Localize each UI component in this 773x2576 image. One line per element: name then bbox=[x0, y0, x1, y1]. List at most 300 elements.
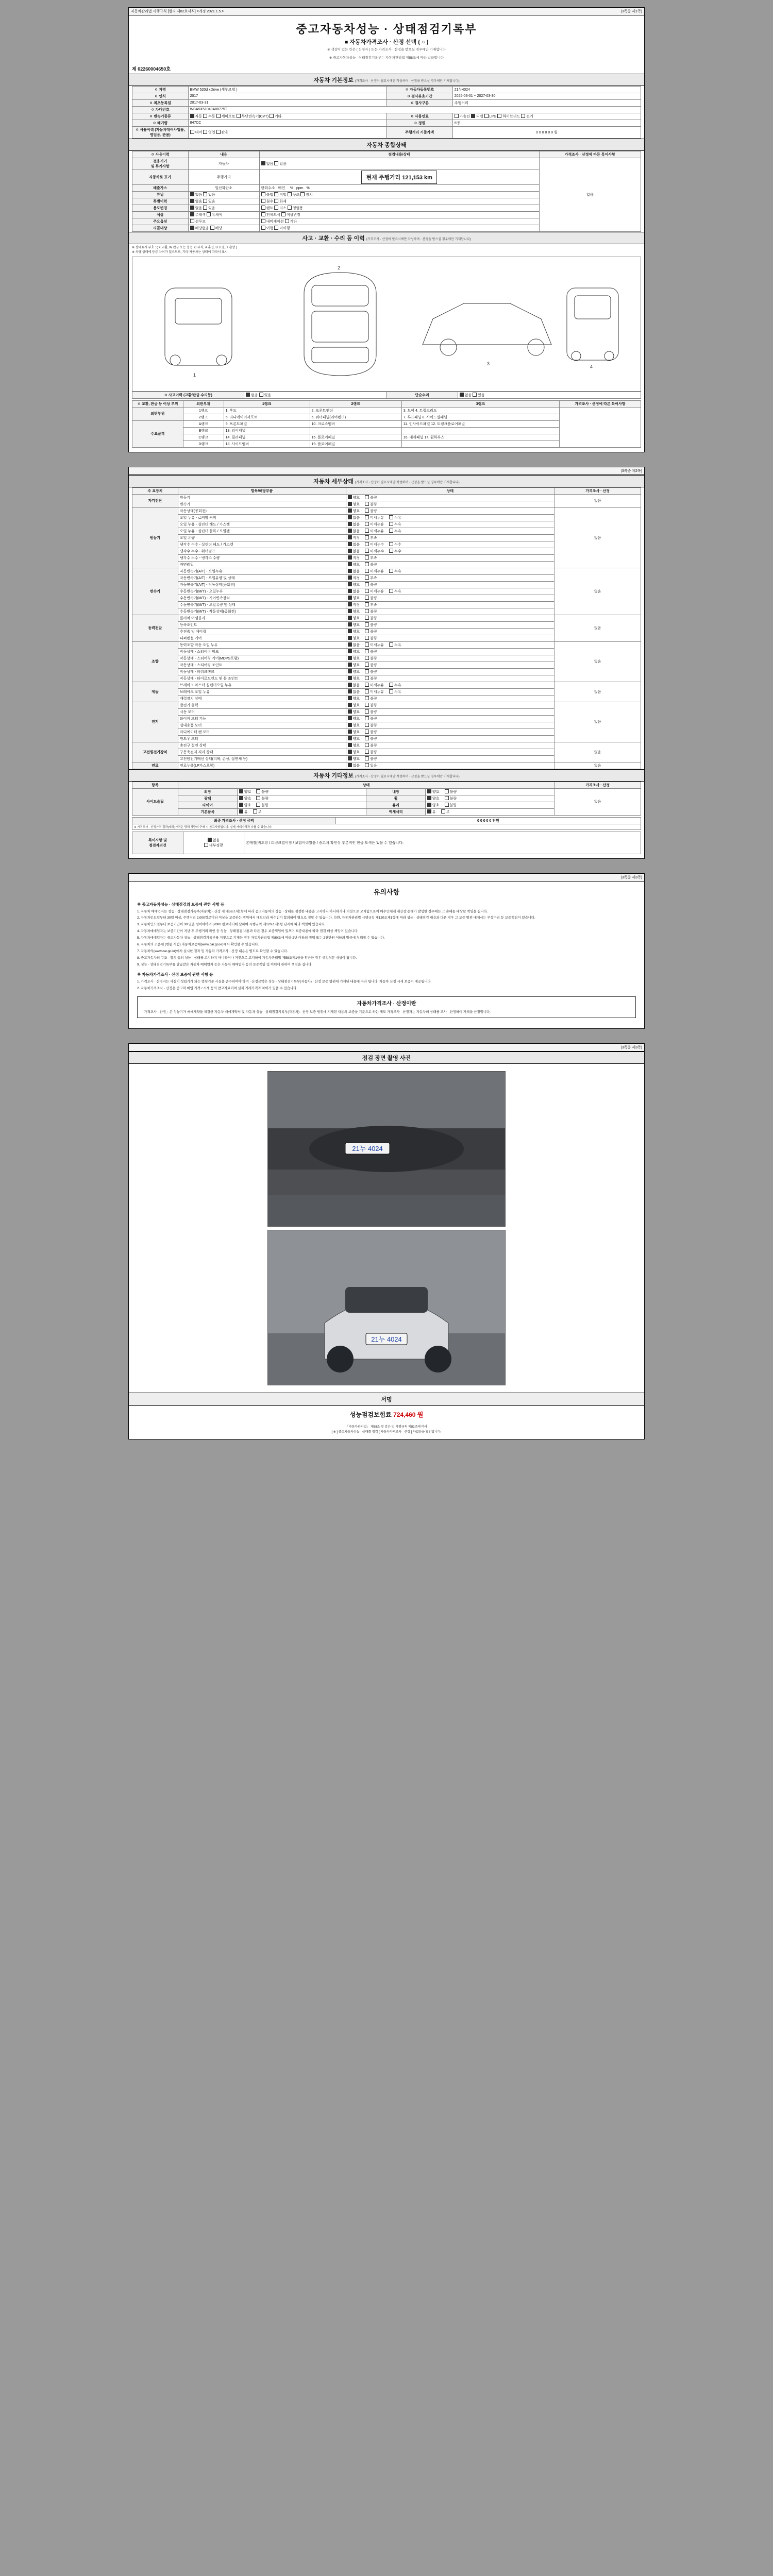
device-item-label: 추진축 및 베어링 bbox=[178, 628, 346, 635]
state-option[interactable]: 불량 bbox=[365, 744, 377, 748]
col-outer: 외판부위 bbox=[183, 400, 224, 407]
device-item-state bbox=[346, 574, 554, 581]
device-item-state bbox=[346, 507, 554, 514]
state-option[interactable]: 적정 bbox=[348, 603, 360, 607]
state-option[interactable]: 양호 bbox=[348, 617, 360, 620]
device-item-label: 동력조향 작동 오일 누유 bbox=[178, 641, 346, 648]
label-special-note: 특이사항 및 점검자의견 bbox=[132, 832, 183, 854]
state-option[interactable]: 미세누유 bbox=[365, 590, 384, 594]
state-option[interactable]: 양호 bbox=[348, 757, 360, 761]
state-option[interactable]: 미세누유 bbox=[365, 570, 384, 573]
opt-etc[interactable] bbox=[270, 115, 282, 118]
label-transmission: ㅇ 변속기종류 bbox=[132, 113, 189, 120]
state-option[interactable]: 양호 bbox=[348, 563, 360, 567]
col-etc-item: 항목 bbox=[132, 782, 178, 788]
state-option[interactable]: 불량 bbox=[365, 677, 377, 681]
device-item-state bbox=[346, 715, 554, 722]
state-option[interactable]: 누유 bbox=[389, 590, 401, 594]
state-option[interactable]: 있음 bbox=[365, 764, 377, 768]
parts-cell: 10. 크로스멤버 bbox=[310, 420, 401, 427]
table-row bbox=[132, 126, 641, 138]
state-option[interactable]: 양호 bbox=[348, 496, 360, 500]
state-option[interactable]: 미세누수 bbox=[365, 550, 384, 553]
recall-none[interactable]: 없음 bbox=[261, 162, 274, 166]
usage-gov[interactable] bbox=[216, 131, 229, 134]
row-label-mileage: 자동차로 표기 bbox=[132, 170, 189, 184]
notice-box-title: 자동차가격조사 · 산정이란 bbox=[357, 1001, 416, 1007]
state-option[interactable]: 누수 bbox=[389, 550, 401, 553]
state-option[interactable]: 양호 bbox=[348, 510, 360, 513]
state-option[interactable]: 양호 bbox=[348, 704, 360, 707]
state-option[interactable]: 불량 bbox=[365, 637, 377, 640]
state-option[interactable]: 없음 bbox=[348, 764, 360, 768]
opt-auto[interactable] bbox=[190, 115, 203, 118]
state-option[interactable]: 불량 bbox=[365, 617, 377, 620]
color-mono[interactable]: 무채색 bbox=[190, 213, 206, 217]
etc-state-option[interactable]: 불량 bbox=[256, 797, 268, 801]
detail-table-wrap bbox=[129, 487, 644, 769]
state-option[interactable]: 양호 bbox=[348, 724, 360, 727]
table-row bbox=[132, 392, 641, 398]
basic-info-table-wrap bbox=[129, 86, 644, 139]
state-option[interactable]: 미세누유 bbox=[365, 690, 384, 694]
fuel-gas[interactable] bbox=[455, 115, 470, 118]
rank-cell: C랭크 bbox=[183, 434, 224, 440]
state-option[interactable]: 누유 bbox=[389, 516, 401, 520]
sh-flood[interactable]: 침수 bbox=[261, 200, 274, 204]
state-option[interactable]: 부족 bbox=[365, 556, 377, 560]
row-label-options: 주요옵션 bbox=[132, 218, 189, 225]
state-option[interactable]: 없음 bbox=[348, 643, 360, 647]
color-chroma[interactable]: 유채색 bbox=[207, 213, 222, 217]
device-item-state bbox=[346, 735, 554, 742]
notice-item: 3. 자동차인도일부터 보증기간이 30 일을 넘어야하며 (2000 킬로미터에 달하여 시행규칙 제120조제1항 단서에 따라 책임이 있습니다. bbox=[137, 923, 326, 927]
rt-na[interactable]: 해당없음 bbox=[190, 227, 209, 230]
state-option[interactable]: 양호 bbox=[348, 670, 360, 674]
col-special: 가격조사 · 산정에 따른 특이사항 bbox=[539, 151, 641, 158]
photos-area bbox=[129, 1064, 644, 1393]
state-option[interactable]: 양호 bbox=[348, 630, 360, 634]
sh-fire[interactable]: 화재 bbox=[274, 200, 287, 204]
device-item-state bbox=[346, 581, 554, 588]
etc-item-state2 bbox=[426, 808, 554, 815]
device-item-label: 와이퍼 모터 기능 bbox=[178, 715, 346, 722]
opt-manual[interactable] bbox=[203, 115, 215, 118]
device-group-label: 고전원전기장치 bbox=[132, 742, 178, 762]
etc-table-wrap bbox=[129, 782, 644, 854]
notice-item: 8. 중고자동차의 구조 · 장치 등의 성능 · 상태를 고지하지 아니하거나 거짓으로 고지하여 자동차관리법 제58조제1항을 위반한 경우 행정처분 대상이 됩니다. bbox=[137, 956, 357, 960]
state-option[interactable]: 적정 bbox=[348, 577, 360, 580]
state-option[interactable]: 양호 bbox=[348, 637, 360, 640]
fuel-diesel[interactable] bbox=[471, 115, 483, 118]
emission-hc: 탄화수소 bbox=[261, 186, 275, 190]
state-option[interactable]: 불량 bbox=[365, 737, 377, 741]
notice-item: 1. 가격조사 · 산정자는 사실이 성립기가 되는 법령기준 사실을 준수하여야 하며 · 산정금액은 성능 · 상태점검기록부(자동차) · 산정 보증 범위에 기재된 내용에 따라 됩니다. 자동차 산정 시세 보증이 제공됩니다. bbox=[137, 979, 432, 984]
svg-text:3: 3 bbox=[487, 361, 490, 366]
etc-state-option[interactable]: 불량 bbox=[256, 790, 268, 794]
tuning-structure[interactable]: 구조 bbox=[288, 193, 300, 197]
state-option[interactable]: 불량 bbox=[365, 751, 377, 754]
state-option[interactable]: 불량 bbox=[365, 704, 377, 707]
tuning-device[interactable]: 장치 bbox=[300, 193, 313, 197]
simple-yes[interactable] bbox=[473, 394, 485, 397]
accident-legend bbox=[129, 244, 644, 257]
emission-pct1: % bbox=[290, 186, 294, 190]
state-option[interactable]: 양호 bbox=[348, 744, 360, 748]
state-option[interactable]: 양호 bbox=[348, 650, 360, 654]
state-option[interactable]: 양호 bbox=[348, 657, 360, 660]
row-content-options bbox=[188, 218, 259, 225]
device-item-state bbox=[346, 641, 554, 648]
opt-cvt[interactable] bbox=[237, 115, 268, 118]
etc-state-option[interactable]: 양호 bbox=[239, 804, 251, 807]
etc-state-option[interactable]: 양호 bbox=[239, 790, 251, 794]
etc-item-label2: 액세서리 bbox=[366, 808, 426, 815]
row-detail-emission bbox=[259, 184, 539, 191]
color-changed[interactable]: 색상변경 bbox=[281, 213, 300, 217]
etc-item-state bbox=[237, 795, 366, 802]
device-item-label: 오일 유량 bbox=[178, 534, 346, 541]
fuel-diesel-label: 디젤 bbox=[476, 114, 483, 118]
state-option[interactable]: 없음 bbox=[348, 590, 360, 594]
state-option[interactable]: 부족 bbox=[365, 536, 377, 540]
device-item-label: 실내송풍 모터 bbox=[178, 722, 346, 728]
row-detail-recall-target bbox=[259, 225, 539, 231]
device-item-label: 수동변속기(M/T) - 작동상태(공회전) bbox=[178, 608, 346, 615]
col-state: 상태 bbox=[346, 487, 554, 494]
row-label-tuning: 튜닝 bbox=[132, 191, 189, 198]
usage-rental[interactable] bbox=[190, 131, 203, 134]
device-item-state bbox=[346, 762, 554, 769]
state-option[interactable]: 양호 bbox=[348, 664, 360, 667]
band-note-detail: (가격조사 · 산정이 필요시에만 작성하며 · 산정을 받으실 경우에만 기재합니다) bbox=[355, 481, 460, 484]
etc-state-option[interactable]: 불량 bbox=[445, 790, 457, 794]
simple-none-label: 없음 bbox=[464, 393, 472, 397]
etc-state-option[interactable]: 불량 bbox=[445, 804, 457, 807]
state-option[interactable]: 양호 bbox=[348, 677, 360, 681]
state-option[interactable]: 양호 bbox=[348, 697, 360, 701]
device-item-state bbox=[346, 722, 554, 728]
recall-yes[interactable]: 있음 bbox=[274, 162, 287, 166]
table-row bbox=[132, 113, 641, 120]
etc-state-option[interactable]: 불량 bbox=[445, 797, 457, 801]
device-group-note: 없음 bbox=[554, 641, 641, 682]
state-option[interactable]: 누수 bbox=[389, 543, 401, 547]
opt-nav[interactable]: 내비게이션 bbox=[261, 220, 284, 224]
device-item-state bbox=[346, 708, 554, 715]
device-group-note: 없음 bbox=[554, 494, 641, 507]
state-option[interactable]: 미세누유 bbox=[365, 530, 384, 533]
etc-state-option[interactable]: 양호 bbox=[427, 804, 440, 807]
special-note-overall: 없음 bbox=[539, 158, 641, 231]
state-option[interactable]: 불량 bbox=[365, 496, 377, 500]
photo-underbody bbox=[267, 1071, 506, 1227]
state-option[interactable]: 미세누유 bbox=[365, 643, 384, 647]
state-option[interactable]: 불량 bbox=[365, 610, 377, 614]
opt-others[interactable]: 기타 bbox=[285, 220, 297, 224]
state-option[interactable]: 불량 bbox=[365, 717, 377, 721]
etc-state-option[interactable]: 유 bbox=[427, 810, 436, 814]
state-option[interactable]: 누유 bbox=[389, 523, 401, 527]
state-option[interactable]: 없음 bbox=[348, 690, 360, 694]
usage-rental-label: 대여 bbox=[195, 130, 203, 134]
page-number-3: (3쪽중 제3쪽) bbox=[620, 875, 642, 879]
etc-state-option[interactable]: 유 bbox=[239, 810, 248, 814]
state-option[interactable]: 불량 bbox=[365, 731, 377, 734]
state-option[interactable]: 불량 bbox=[365, 623, 377, 627]
row-detail-options bbox=[259, 218, 539, 225]
section-band-basic-info bbox=[129, 74, 644, 86]
state-option[interactable]: 불량 bbox=[365, 510, 377, 513]
state-option[interactable]: 부족 bbox=[365, 577, 377, 580]
page-number-1: (3쪽중 제1쪽) bbox=[620, 10, 642, 13]
device-item-label: 냉각수 누수 - 실린더 헤드 / 가스켓 bbox=[178, 541, 346, 548]
device-item-state bbox=[346, 521, 554, 528]
state-option[interactable]: 미세누유 bbox=[365, 684, 384, 687]
acc-yes-label: 있음 bbox=[264, 393, 272, 397]
usage-business[interactable] bbox=[203, 131, 215, 134]
state-option[interactable]: 없음 bbox=[348, 684, 360, 687]
tuning-none[interactable]: 없음 bbox=[190, 193, 203, 197]
state-option[interactable]: 불량 bbox=[365, 697, 377, 701]
parts-cell bbox=[401, 440, 559, 447]
etc-item-label2: 유리 bbox=[366, 802, 426, 808]
sheet-3-wrapper bbox=[0, 866, 773, 1037]
state-option[interactable]: 불량 bbox=[365, 657, 377, 660]
state-option[interactable]: 양호 bbox=[348, 503, 360, 506]
accident-legend-line2: ※ 차량 상태에 등급 차이가 있으므로, 기타 자동차는 상태에 따라서 표시 bbox=[132, 250, 228, 254]
special-note-table bbox=[132, 832, 641, 854]
fuel-hybrid[interactable] bbox=[497, 115, 520, 118]
table-row bbox=[132, 824, 641, 829]
emission-smoke: 매연 bbox=[278, 186, 285, 190]
page-number-4: (3쪽중 제3쪽) bbox=[620, 1046, 642, 1050]
etc-item-state2 bbox=[426, 788, 554, 795]
acc-none-label: 없음 bbox=[251, 393, 258, 397]
etc-state-option[interactable]: 양호 bbox=[427, 797, 440, 801]
notice-box-text: 「가격조사 · 산정」은 성능기가 매매계약을 체결한 자동차 매매계약서 및 자동차 성능 · 상태점검기록부(자동차) · 산정 보증 범위에 기재된 내용의 보증을 기준으로 하는 제도 가격조사 · 산정자는 자동차의 상태를 조사 · 산정하여 가격을 산정합니다. bbox=[141, 1010, 491, 1014]
state-option[interactable]: 없음 bbox=[348, 543, 360, 547]
parts-cell bbox=[401, 427, 559, 434]
device-group-label: 연료 bbox=[132, 762, 178, 769]
color-full-paint[interactable]: 전체도색 bbox=[261, 213, 280, 217]
col-etc-state: 상태 bbox=[178, 782, 554, 788]
state-option[interactable]: 양호 bbox=[348, 597, 360, 600]
fee-label: 성능점검보험료 bbox=[349, 1411, 392, 1419]
table-row bbox=[132, 702, 641, 708]
state-option[interactable]: 양호 bbox=[348, 610, 360, 614]
state-option[interactable]: 불량 bbox=[365, 630, 377, 634]
device-group-note: 없음 bbox=[554, 507, 641, 568]
label-displacement: ㅇ 배기량 bbox=[132, 120, 189, 126]
uc-rent[interactable]: 렌트 bbox=[261, 207, 274, 210]
state-option[interactable]: 누유 bbox=[389, 690, 401, 694]
state-option[interactable]: 불량 bbox=[365, 670, 377, 674]
device-item-state bbox=[346, 595, 554, 601]
opt-sunroof[interactable]: 선루프 bbox=[190, 220, 206, 224]
form-legal-ref: 자동차관리법 시행규칙 [별지 제82호서식] <개정 2021.1.5.> bbox=[131, 10, 224, 13]
state-option[interactable]: 불량 bbox=[365, 710, 377, 714]
device-item-state bbox=[346, 494, 554, 501]
value-mileage-digits: 0 0 0 0 0 0 원 bbox=[452, 126, 641, 138]
row-label-emission: 배출가스 bbox=[132, 184, 189, 191]
device-item-label: 라디에이터 팬 모터 bbox=[178, 728, 346, 735]
state-option[interactable]: 미세누수 bbox=[365, 543, 384, 547]
rt-notdone[interactable]: 미이행 bbox=[274, 227, 290, 230]
opt-etc-label: 기타 bbox=[274, 114, 282, 118]
state-option[interactable]: 없음 bbox=[348, 530, 360, 533]
state-option[interactable]: 없음 bbox=[348, 570, 360, 573]
label-final-price: 최종 가격조사 · 산정 금액 bbox=[132, 817, 336, 824]
etc-state-option[interactable]: 무 bbox=[253, 810, 262, 814]
row-label-special-history: 특별이력 bbox=[132, 198, 189, 205]
footer-line-1: 「자동차관리법」 제58조 및 같은 법 시행규칙 제82조에 따라 bbox=[345, 1426, 428, 1429]
device-item-label: 수동변속기(M/T) - 기어변속장치 bbox=[178, 595, 346, 601]
parts-cell: 13. 리어패널 bbox=[224, 427, 310, 434]
state-option[interactable]: 양호 bbox=[348, 737, 360, 741]
tuning-illegal[interactable]: 불법 bbox=[261, 193, 274, 197]
device-item-label: 원동기 bbox=[178, 494, 346, 501]
state-option[interactable]: 양호 bbox=[348, 751, 360, 754]
opt-cvt-label: 무단변속기(CVT) bbox=[241, 114, 269, 118]
table-row bbox=[132, 120, 641, 126]
device-item-state bbox=[346, 554, 554, 561]
notice-item: 9. 성능 · 상태점검기록부를 발급받은 자동차 매매업자 등은 자동차 매매업자 등의 보증책임 및 이력에 관하여 책임을 집니다. bbox=[137, 962, 313, 967]
sheet3-topbar bbox=[129, 874, 644, 882]
notice-heading-1: ※ 중고자동차성능 · 상태점검의 보증에 관한 사항 등 bbox=[137, 902, 225, 907]
state-option[interactable]: 없음 bbox=[348, 523, 360, 527]
state-option[interactable]: 미세누유 bbox=[365, 523, 384, 527]
opt-auto-label: 자동 bbox=[195, 114, 203, 118]
col-rank1: 1랭크 bbox=[224, 400, 310, 407]
device-item-label: 냉각수 누수 - 냉각수 수량 bbox=[178, 554, 346, 561]
state-option[interactable]: 불량 bbox=[365, 724, 377, 727]
state-option[interactable]: 누유 bbox=[389, 684, 401, 687]
state-option[interactable]: 누유 bbox=[389, 643, 401, 647]
state-option[interactable]: 적정 bbox=[348, 556, 360, 560]
state-option[interactable]: 불량 bbox=[365, 563, 377, 567]
state-option[interactable]: 불량 bbox=[365, 583, 377, 587]
row-label-recall: 전용기기 및 특기사항 bbox=[132, 158, 189, 170]
sh-yes[interactable]: 있음 bbox=[203, 200, 215, 204]
sh-none[interactable]: 없음 bbox=[190, 200, 203, 204]
table-row bbox=[132, 762, 641, 769]
state-option[interactable]: 불량 bbox=[365, 664, 377, 667]
section-band-accident bbox=[129, 232, 644, 244]
etc-item-label: 광택 bbox=[178, 795, 237, 802]
state-option[interactable]: 양호 bbox=[348, 710, 360, 714]
device-item-state bbox=[346, 514, 554, 521]
state-option[interactable]: 불량 bbox=[365, 503, 377, 506]
row-detail-color bbox=[259, 211, 539, 218]
state-option[interactable]: 누유 bbox=[389, 530, 401, 533]
rank-cell: B랭크 bbox=[183, 427, 224, 434]
uc-lease[interactable]: 리스 bbox=[274, 207, 287, 210]
device-item-label: 커먼레일 bbox=[178, 561, 346, 568]
state-option[interactable]: 양호 bbox=[348, 717, 360, 721]
uc-none[interactable]: 없음 bbox=[190, 207, 203, 210]
device-group-note: 없음 bbox=[554, 742, 641, 762]
state-option[interactable]: 없음 bbox=[348, 550, 360, 553]
state-option[interactable]: 적정 bbox=[348, 536, 360, 540]
fuel-lpg[interactable] bbox=[484, 115, 497, 118]
rt-done[interactable]: 이행 bbox=[261, 227, 274, 230]
state-option[interactable]: 누유 bbox=[389, 570, 401, 573]
fuel-electric[interactable] bbox=[521, 115, 533, 118]
table-header-row bbox=[132, 151, 641, 158]
band-note-basic: (가격조사 · 산정이 필요시에만 작성하며 · 산정을 받으실 경우에만 기재합니다) bbox=[355, 79, 460, 83]
row-detail-usechange bbox=[259, 205, 539, 211]
device-item-label: 작동상태 - 타이로드엔드 및 볼 조인트 bbox=[178, 675, 346, 682]
etc-item-state2 bbox=[426, 802, 554, 808]
state-option[interactable]: 불량 bbox=[365, 597, 377, 600]
special-internal[interactable] bbox=[185, 843, 242, 848]
label-accident-history: ㅇ 사고이력 (교환/판금 수리등) bbox=[132, 392, 244, 398]
row-content-recall: 자동차 bbox=[188, 158, 259, 170]
special-internal-label: 내부경광 bbox=[209, 843, 223, 848]
acc-none[interactable] bbox=[246, 394, 258, 397]
device-group-label: 원동기 bbox=[132, 507, 178, 568]
state-option[interactable]: 미세누유 bbox=[365, 516, 384, 520]
state-option[interactable]: 부족 bbox=[365, 603, 377, 607]
row-main-frame: 주요골격 bbox=[132, 420, 183, 447]
row-detail-special-history bbox=[259, 198, 539, 205]
device-group-label: 동력전달 bbox=[132, 615, 178, 641]
emission-ppm: ppm bbox=[296, 186, 304, 190]
opt-semi[interactable] bbox=[216, 115, 236, 118]
sheet-1 bbox=[128, 7, 645, 452]
tuning-legal[interactable]: 적법 bbox=[274, 193, 287, 197]
label-simple-repair: 단순수리 bbox=[386, 392, 458, 398]
state-option[interactable]: 양호 bbox=[348, 583, 360, 587]
parts-cell: 1. 후드 bbox=[224, 407, 310, 414]
car-damage-diagram bbox=[132, 257, 641, 392]
etc-state-option[interactable]: 무 bbox=[441, 810, 450, 814]
device-item-state bbox=[346, 728, 554, 735]
state-option[interactable]: 불량 bbox=[365, 650, 377, 654]
label-inspection-period: ㅇ 검사유효기간 bbox=[386, 93, 452, 99]
device-item-label: 오일 누유 - 실린더 헤드 / 가스켓 bbox=[178, 521, 346, 528]
table-row bbox=[132, 817, 641, 824]
etc-state-option[interactable]: 양호 bbox=[239, 797, 251, 801]
state-option[interactable]: 없음 bbox=[348, 516, 360, 520]
simple-none[interactable] bbox=[460, 394, 472, 397]
etc-state-option[interactable]: 불량 bbox=[256, 804, 268, 807]
col-etc-price: 가격조사 · 산정 bbox=[554, 782, 641, 788]
table-row bbox=[132, 641, 641, 648]
uc-yes[interactable]: 있음 bbox=[203, 207, 215, 210]
final-price-table bbox=[132, 817, 641, 830]
state-option[interactable]: 불량 bbox=[365, 757, 377, 761]
state-option[interactable]: 양호 bbox=[348, 623, 360, 627]
special-none[interactable] bbox=[185, 838, 242, 843]
tuning-yes[interactable]: 있음 bbox=[203, 193, 215, 197]
device-item-label: 수동변속기(M/T) - 오일유량 및 상태 bbox=[178, 601, 346, 608]
state-option[interactable]: 양호 bbox=[348, 731, 360, 734]
device-item-state bbox=[346, 635, 554, 641]
parts-cell: 9. 프론트패널 bbox=[224, 420, 310, 427]
mileage-unit: km bbox=[424, 174, 432, 181]
device-item-state bbox=[346, 648, 554, 655]
device-item-label: 배력장치 상태 bbox=[178, 695, 346, 702]
svg-text:1: 1 bbox=[193, 372, 196, 378]
acc-yes[interactable] bbox=[259, 394, 272, 397]
rt-yes[interactable]: 해당 bbox=[210, 227, 223, 230]
page-title: 중고자동차성능 · 상태점검기록부 bbox=[296, 23, 477, 36]
etc-state-option[interactable]: 양호 bbox=[427, 790, 440, 794]
uc-biz[interactable]: 영업용 bbox=[288, 207, 303, 210]
parts-cell: 6. 쿼터패널(리어펜더) bbox=[310, 414, 401, 420]
